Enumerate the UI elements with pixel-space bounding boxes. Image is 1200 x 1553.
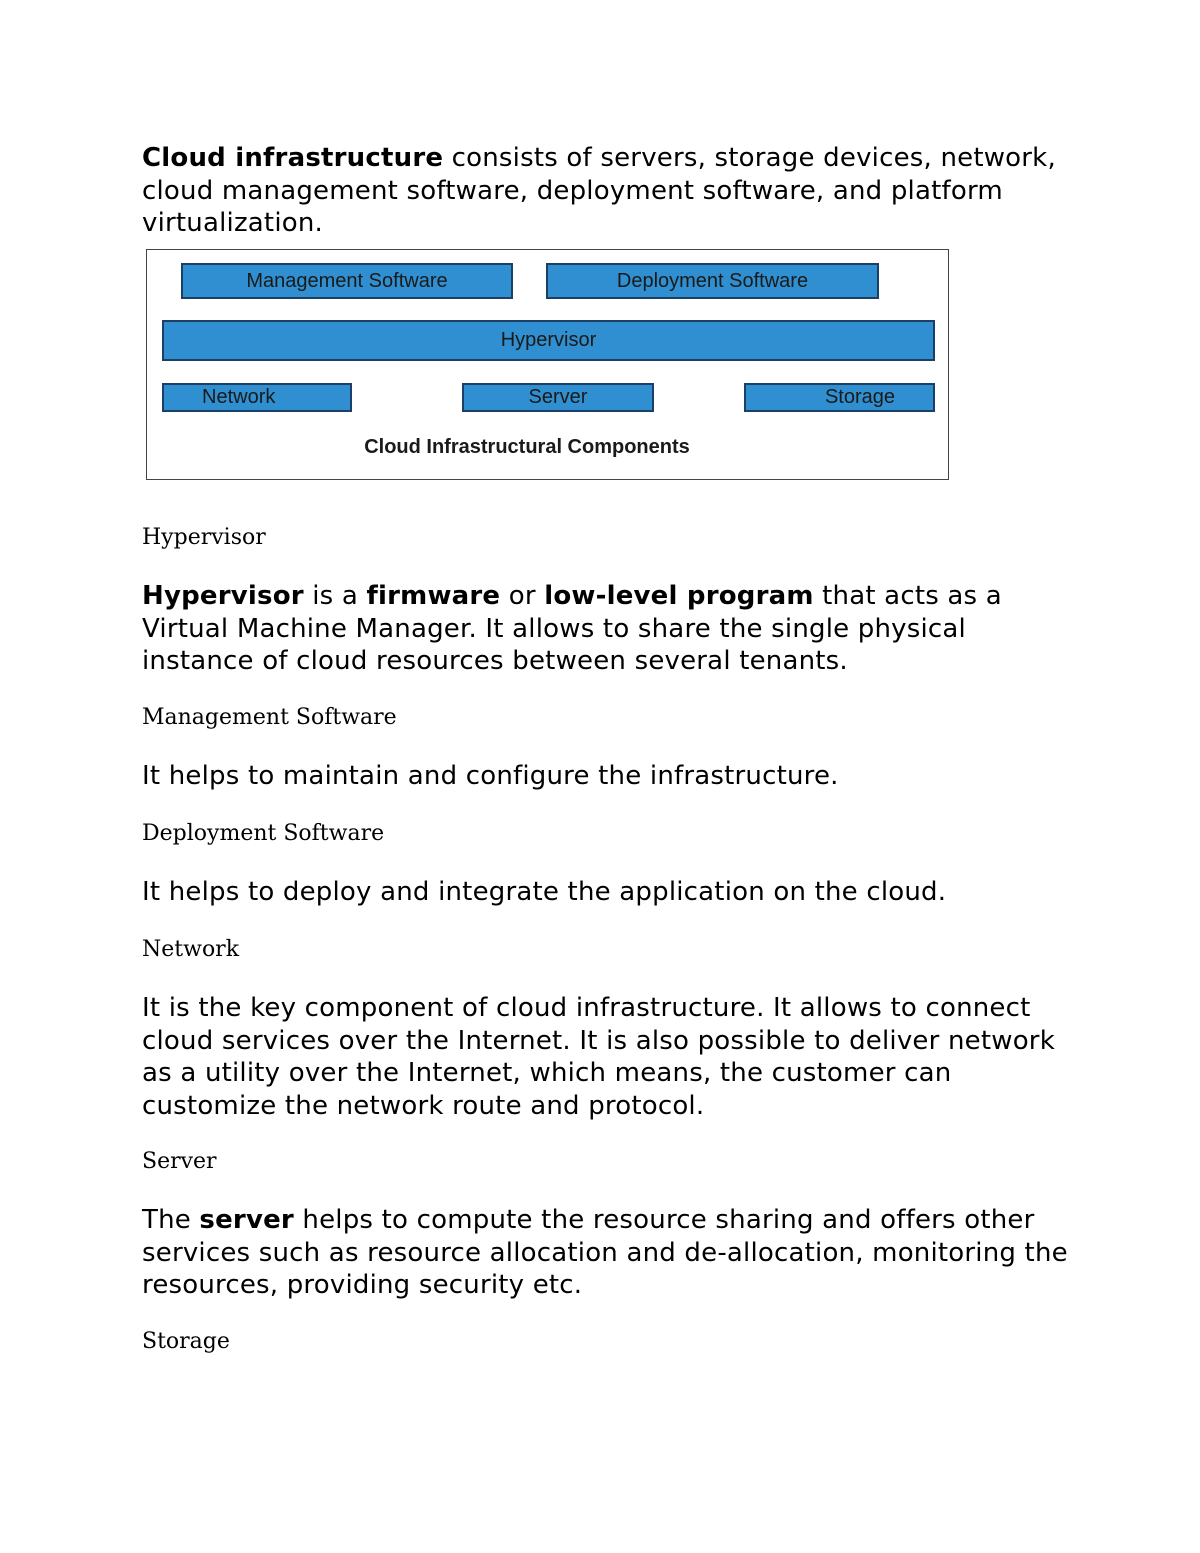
- storage-heading: Storage: [142, 1329, 230, 1354]
- network-paragraph: It is the key component of cloud infrastructure. It allows to connect cloud services over the Internet. It is also possible to deliver network as a utility over the Internet, which means, the customer can customize the network route and protocol.: [142, 993, 1055, 1121]
- network-block: Network: [162, 383, 352, 412]
- storage-block: Storage: [744, 383, 935, 412]
- server-term: server: [199, 1205, 294, 1235]
- server-block: Server: [462, 383, 654, 412]
- intro-text: consists of servers, storage devices, network, cloud management software, deployment software, and platform virtualization.: [142, 143, 1056, 238]
- hypervisor-block: Hypervisor: [162, 320, 935, 361]
- deployment-software-block: Deployment Software: [546, 263, 879, 299]
- hypervisor-term: Hypervisor: [142, 581, 304, 611]
- firmware-term: firmware: [366, 581, 501, 611]
- management-heading: Management Software: [142, 705, 397, 730]
- deployment-paragraph: It helps to deploy and integrate the application on the cloud.: [142, 877, 947, 907]
- hypervisor-paragraph: Hypervisor is a firmware or low-level program that acts as a Virtual Machine Manager. It allows to share the single physical instance of cloud resources between several tenants.: [142, 581, 1002, 676]
- network-heading: Network: [142, 937, 240, 962]
- management-software-block: Management Software: [181, 263, 513, 299]
- diagram-caption: Cloud Infrastructural Components: [364, 436, 690, 458]
- management-paragraph: It helps to maintain and configure the infrastructure.: [142, 761, 839, 791]
- low-level-program-term: low-level program: [544, 581, 814, 611]
- intro-paragraph: [142, 142, 1072, 240]
- server-heading: Server: [142, 1149, 217, 1174]
- cloud-components-diagram: [146, 249, 949, 480]
- server-paragraph: The server helps to compute the resource sharing and offers other services such as resource allocation and de-allocation, monitoring the resources, providing security etc.: [142, 1205, 1068, 1300]
- deployment-heading: Deployment Software: [142, 821, 385, 846]
- intro-term: Cloud infrastructure: [142, 143, 444, 173]
- hypervisor-heading: Hypervisor: [142, 525, 266, 550]
